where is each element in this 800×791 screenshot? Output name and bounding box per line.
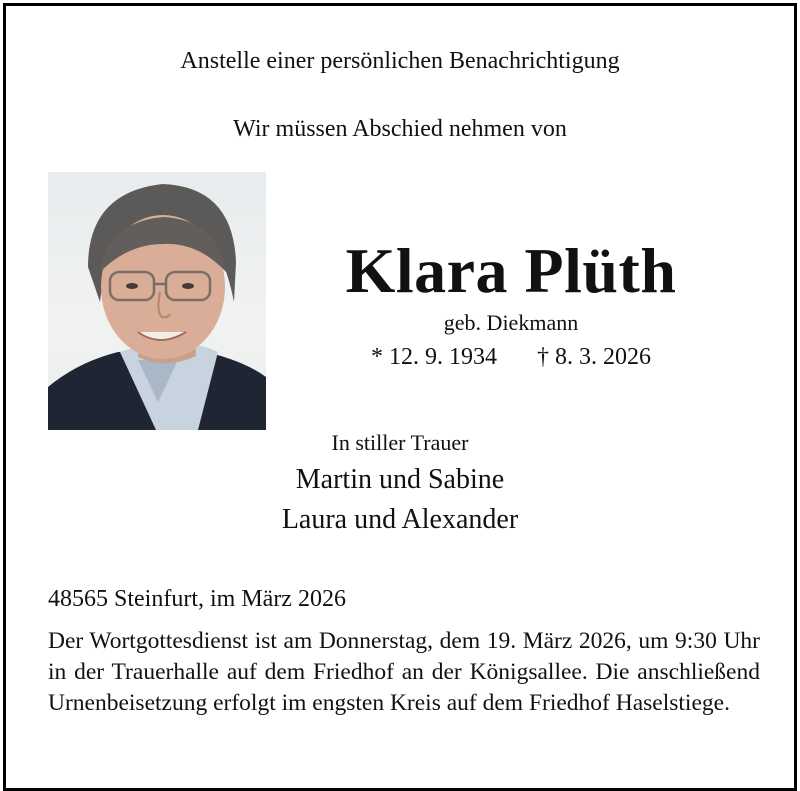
- maiden-name: geb. Diekmann: [443, 310, 579, 335]
- mourner-name: Laura und Alexander: [281, 504, 519, 535]
- birth-date: * 12. 9. 1934: [371, 344, 497, 370]
- mourning-line: In stiller Trauer: [331, 430, 469, 455]
- deceased-name: Klara Plüth: [345, 235, 677, 306]
- intro-line: Anstelle einer persönlichen Benachrichtigung: [180, 48, 620, 74]
- life-dates: [311, 344, 711, 371]
- service-details: Der Wortgottesdienst ist am Donnerstag, dem 19. März 2026, um 9:30 Uhr in der Trauerhalle auf dem Friedhof an der Königsallee. Die anschließend Urnenbeisetzung erfolgt im engsten Kreis auf dem Friedhof Haselstiege.: [48, 628, 760, 716]
- mourner-name: Martin und Sabine: [295, 464, 505, 495]
- farewell-line: Wir müssen Abschied nehmen von: [233, 116, 567, 142]
- portrait-photo: [48, 172, 266, 430]
- death-date: † 8. 3. 2026: [537, 344, 651, 370]
- place-date: 48565 Steinfurt, im März 2026: [48, 586, 346, 612]
- obituary-notice: [3, 3, 797, 791]
- portrait-illustration: [48, 172, 266, 430]
